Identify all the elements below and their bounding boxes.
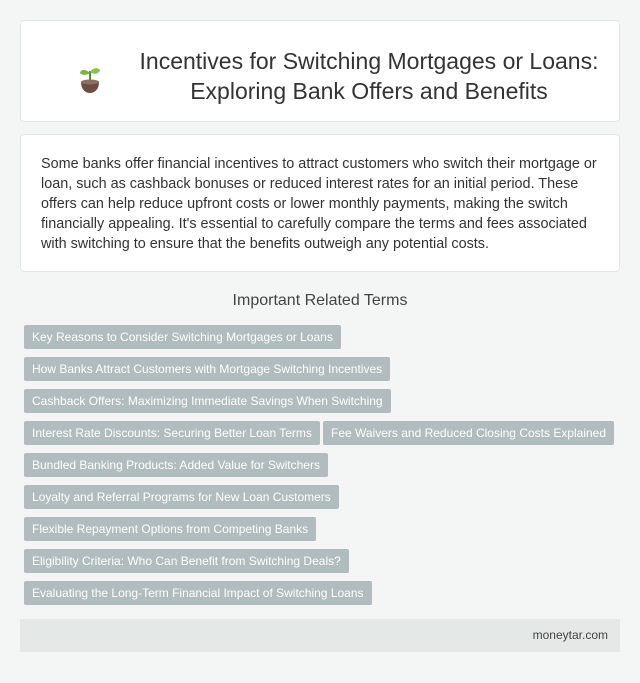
related-term-link[interactable]: Cashback Offers: Maximizing Immediate Savings When Switching [24,389,391,413]
description-card [20,134,620,272]
related-term-link[interactable]: Interest Rate Discounts: Securing Better Loan Terms [24,421,320,445]
related-term-link[interactable]: Key Reasons to Consider Switching Mortgages or Loans [24,325,341,349]
footer [20,619,620,652]
related-term-link[interactable]: Evaluating the Long-Term Financial Impact of Switching Loans [24,581,372,605]
related-terms-heading: Important Related Terms [232,292,408,309]
related-term-link[interactable]: Fee Waivers and Reduced Closing Costs Explained [323,421,614,445]
related-term-link[interactable]: Loyalty and Referral Programs for New Loan Customers [24,485,339,509]
title-card [20,20,620,122]
footer-site-link[interactable]: moneytar.com [532,628,608,642]
related-term-link[interactable]: Bundled Banking Products: Added Value for Switchers [24,453,328,477]
related-term-link[interactable]: Flexible Repayment Options from Competing Banks [24,517,316,541]
page-title: Incentives for Switching Mortgages or Loans: Exploring Bank Offers and Benefits [139,48,599,104]
seedling-icon [77,65,103,95]
related-term-link[interactable]: Eligibility Criteria: Who Can Benefit from Switching Deals? [24,549,349,573]
description-text: Some banks offer financial incentives to attract customers who switch their mortgage or loan, such as cashback bonuses or reduced interest rates for an initial period. These offers can help reduce upfront costs or lower monthly payments, making the switch financially appealing. It's essential to carefully compare the terms and fees associated with switching to ensure that the benefits outweigh any potential costs. [41,156,597,252]
related-term-link[interactable]: How Banks Attract Customers with Mortgage Switching Incentives [24,357,390,381]
